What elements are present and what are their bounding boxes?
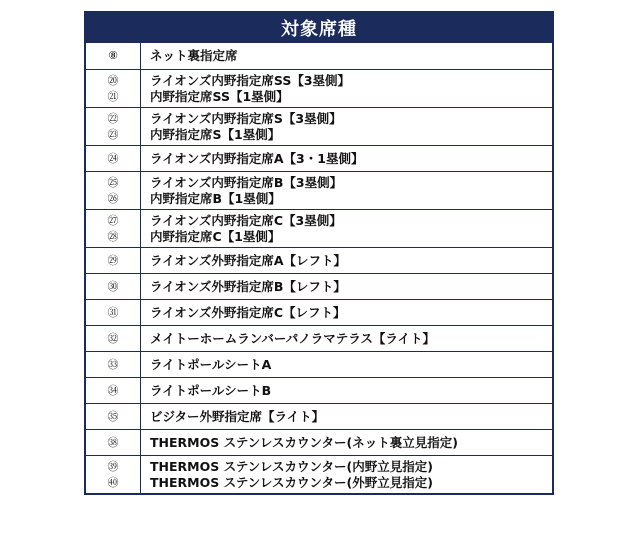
table-row <box>86 247 552 273</box>
seat-name-cell <box>141 352 552 377</box>
row-number-cell <box>86 210 141 247</box>
seat-name: THERMOS ステンレスカウンター(内野立見指定) <box>150 458 433 474</box>
row-number: ㊴ <box>107 459 119 473</box>
seat-name-cell <box>141 172 552 209</box>
table-row <box>86 377 552 403</box>
row-number-cell <box>86 108 141 145</box>
table-row <box>86 171 552 209</box>
table-row <box>86 69 552 107</box>
seat-name-cell <box>141 70 552 107</box>
row-number: ㉜ <box>107 331 119 345</box>
row-number: ⑳ <box>107 73 119 87</box>
seat-name: ビジター外野指定席【ライト】 <box>150 408 325 424</box>
seat-name: ライオンズ外野指定席C【レフト】 <box>150 304 346 320</box>
seat-name: ライオンズ内野指定席B【3塁側】 <box>150 174 343 190</box>
seat-name: THERMOS ステンレスカウンター(外野立見指定) <box>150 474 433 490</box>
table-header: 対象席種 <box>86 13 552 43</box>
seat-type-table <box>84 11 554 495</box>
seat-name: THERMOS ステンレスカウンター(ネット裏立見指定) <box>150 434 458 450</box>
seat-name: ライオンズ外野指定席A【レフト】 <box>150 252 347 268</box>
row-number: ㉘ <box>107 229 119 243</box>
table-row <box>86 325 552 351</box>
row-number: ㉗ <box>107 213 119 227</box>
table-row <box>86 145 552 171</box>
row-number: ㉖ <box>107 191 119 205</box>
row-number-cell <box>86 146 141 171</box>
row-number: ㉞ <box>107 383 119 397</box>
table-row <box>86 429 552 455</box>
row-number: ㊵ <box>107 475 119 489</box>
seat-name-cell <box>141 378 552 403</box>
row-number-cell <box>86 300 141 325</box>
table-row <box>86 209 552 247</box>
seat-name: メイトーホームランバーパノラマテラス【ライト】 <box>150 330 436 346</box>
seat-name: 内野指定席B【1塁側】 <box>150 190 281 206</box>
seat-name-cell <box>141 456 552 493</box>
row-number-cell <box>86 274 141 299</box>
seat-name-cell <box>141 43 552 69</box>
table-row <box>86 455 552 493</box>
seat-name: ライオンズ内野指定席S【3塁側】 <box>150 110 342 126</box>
seat-name-cell <box>141 274 552 299</box>
seat-name-cell <box>141 326 552 351</box>
row-number: ㉟ <box>107 409 119 423</box>
row-number: ㉒ <box>107 111 119 125</box>
seat-name: ライトポールシートA <box>150 356 272 372</box>
seat-name-cell <box>141 210 552 247</box>
seat-name: ネット裏指定席 <box>150 48 238 63</box>
row-number-cell <box>86 43 141 69</box>
seat-name: 内野指定席C【1塁側】 <box>150 228 281 244</box>
row-number: ㉙ <box>107 253 119 267</box>
row-number: ㉔ <box>107 151 119 165</box>
seat-name-cell <box>141 430 552 455</box>
table-row <box>86 43 552 69</box>
table-row <box>86 351 552 377</box>
seat-name-cell <box>141 404 552 429</box>
row-number: ㉓ <box>107 127 119 141</box>
seat-name: ライオンズ内野指定席C【3塁側】 <box>150 212 342 228</box>
seat-name: ライトポールシートB <box>150 382 272 398</box>
row-number: ㉛ <box>107 305 119 319</box>
row-number: ㉕ <box>107 175 119 189</box>
seat-name-cell <box>141 146 552 171</box>
table-row <box>86 107 552 145</box>
row-number-cell <box>86 172 141 209</box>
row-number: ㉝ <box>107 357 119 371</box>
row-number: ㉑ <box>107 89 119 103</box>
row-number: ⑧ <box>108 49 118 62</box>
row-number-cell <box>86 326 141 351</box>
seat-name-cell <box>141 108 552 145</box>
row-number: ㉚ <box>107 279 119 293</box>
seat-name: ライオンズ内野指定席A【3・1塁側】 <box>150 150 364 166</box>
seat-name: 内野指定席S【1塁側】 <box>150 126 281 142</box>
row-number-cell <box>86 430 141 455</box>
seat-name: ライオンズ外野指定席B【レフト】 <box>150 278 346 294</box>
row-number-cell <box>86 248 141 273</box>
row-number-cell <box>86 70 141 107</box>
seat-name: ライオンズ内野指定席SS【3塁側】 <box>150 72 351 88</box>
seat-name: 内野指定席SS【1塁側】 <box>150 88 289 104</box>
table-row <box>86 403 552 429</box>
row-number-cell <box>86 404 141 429</box>
row-number: ㊳ <box>107 435 119 449</box>
seat-name-cell <box>141 300 552 325</box>
table-row <box>86 273 552 299</box>
row-number-cell <box>86 352 141 377</box>
row-number-cell <box>86 456 141 493</box>
seat-name-cell <box>141 248 552 273</box>
row-number-cell <box>86 378 141 403</box>
table-row <box>86 299 552 325</box>
